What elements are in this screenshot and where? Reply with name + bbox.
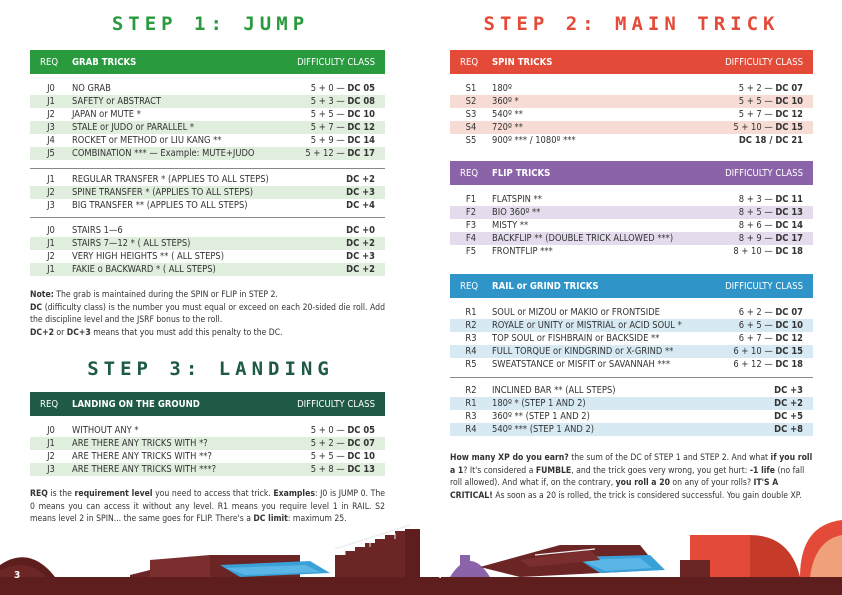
spin-rows — [450, 82, 813, 147]
trick-cell: BACKFLIP ** (DOUBLE TRICK ALLOWED ***) — [492, 233, 674, 244]
req-cell: R1 — [465, 398, 477, 409]
table-row — [450, 82, 813, 95]
req-cell: F3 — [465, 220, 477, 231]
req-cell: J4 — [47, 135, 55, 146]
grab-group-1 — [30, 82, 385, 160]
trick-cell: INCLINED BAR ** (ALL STEPS) — [492, 385, 616, 396]
header-name: LANDING ON THE GROUND — [72, 398, 200, 410]
table-row — [450, 410, 813, 423]
table-row — [450, 134, 813, 147]
trick-cell: ARE THERE ANY TRICKS WITH **? — [72, 451, 212, 462]
header-req: REQ — [460, 280, 479, 292]
life-label: -1 life — [749, 465, 776, 476]
table-row — [30, 424, 385, 437]
header-dc: DIFFICULTY CLASS — [297, 56, 375, 68]
req-cell: J5 — [47, 148, 55, 159]
requirement-label: requirement level — [74, 489, 153, 499]
grab-group-2 — [30, 173, 385, 212]
dc-cell: DC +3 — [774, 385, 803, 396]
trick-cell: ROYALE or UNITY or MISTRIAL or ACID SOUL * — [492, 320, 682, 331]
trick-cell: STALE or JUDO or PARALLEL * — [72, 122, 195, 133]
trick-cell: COMBINATION *** — Example: MUTE+JUDO — [72, 148, 255, 159]
text: (no fall roll allowed). And what if, on the contrary, — [450, 465, 805, 489]
dc-cell: 6 + 7 — DC 12 — [738, 333, 803, 344]
dc-limit-label: DC limit — [253, 514, 288, 525]
req-cell: J2 — [47, 187, 55, 198]
dc-cell: DC +2 — [774, 398, 803, 409]
trick-cell: 180º * (STEP 1 AND 2) — [492, 398, 586, 409]
trick-cell: ARE THERE ANY TRICKS WITH *? — [72, 438, 208, 449]
trick-cell: STAIRS 7—12 * ( ALL STEPS) — [72, 238, 191, 249]
landing-rows — [30, 424, 385, 476]
table-row — [450, 219, 813, 232]
trick-cell: 360º * — [492, 96, 519, 107]
xp-note — [450, 452, 813, 503]
fumble-label: FUMBLE — [535, 465, 572, 476]
header-dc: DIFFICULTY CLASS — [725, 280, 803, 292]
table-row — [450, 206, 813, 219]
dc-cell: 8 + 9 — DC 17 — [738, 233, 803, 244]
table-row — [450, 358, 813, 371]
req-cell: S1 — [465, 83, 477, 94]
page-number-left: 3 — [14, 570, 21, 581]
trick-cell: BIG TRANSFER ** (APPLIES TO ALL STEPS) — [72, 200, 248, 211]
table-row — [450, 345, 813, 358]
spin-table — [450, 50, 813, 147]
text: : maximum 25. — [287, 514, 347, 525]
table-row — [30, 463, 385, 476]
text: the sum of the DC of STEP 1 and STEP 2. And what — [568, 453, 771, 463]
dc-cell: DC 18 / DC 21 — [738, 135, 803, 146]
header-req: REQ — [460, 56, 479, 68]
trick-cell: SWEATSTANCE or MISFIT or SAVANNAH *** — [492, 359, 671, 370]
text: on any of your rolls? — [669, 478, 754, 489]
trick-cell: FULL TORQUE or KINDGRIND or X-GRIND ** — [492, 346, 674, 357]
header-dc: DIFFICULTY CLASS — [297, 398, 375, 410]
rail-modifier-rows — [450, 384, 813, 436]
note-text: The grab is maintained during the SPIN or FLIP in STEP 2. — [53, 290, 278, 300]
dc-text: (difficulty class) is the number you must equal or exceed on each 20-sided die roll. Add the discipline level and the JSRF bonus to the roll. — [30, 302, 385, 326]
dc-cell: DC +4 — [346, 200, 375, 211]
dc-cell: DC +2 — [346, 174, 375, 185]
dc-cell: 5 + 0 — DC 05 — [310, 425, 375, 436]
req-cell: R5 — [465, 359, 477, 370]
header-name: SPIN TRICKS — [492, 56, 553, 68]
examples-label: Examples — [273, 489, 315, 499]
table-row — [450, 332, 813, 345]
trick-cell: SAFETY or ABSTRACT — [72, 96, 162, 107]
req-cell: F1 — [465, 194, 477, 205]
trick-cell: FLATSPIN ** — [492, 194, 542, 205]
dc-cell: 5 + 5 — DC 10 — [310, 451, 375, 462]
rail-rows — [450, 306, 813, 371]
table-row — [450, 232, 813, 245]
header-name: GRAB TRICKS — [72, 56, 137, 68]
req-cell: J3 — [47, 122, 55, 133]
header-req: REQ — [40, 56, 59, 68]
trick-cell: 540º ** — [492, 109, 523, 120]
table-row — [450, 193, 813, 206]
req-cell: R3 — [465, 411, 477, 422]
table-row — [450, 245, 813, 258]
header-name: RAIL or GRIND TRICKS — [492, 280, 599, 292]
dc-cell: 8 + 10 — DC 18 — [733, 246, 803, 257]
req-cell: F4 — [465, 233, 477, 244]
xp-question: How many XP do you earn? — [450, 453, 569, 463]
table-row — [30, 186, 385, 199]
trick-cell: ROCKET or METHOD or LIU KANG ** — [72, 135, 222, 146]
dc-cell: 5 + 8 — DC 13 — [310, 464, 375, 475]
req-cell: S2 — [465, 96, 477, 107]
req-cell: J1 — [47, 174, 55, 185]
note-label: Note: — [30, 290, 54, 300]
req-cell: J2 — [47, 109, 55, 120]
trick-cell: BIO 360º ** — [492, 207, 541, 218]
dc-cell: 5 + 0 — DC 05 — [310, 83, 375, 94]
landing-header — [30, 392, 385, 416]
table-row — [30, 437, 385, 450]
text: As soon as a 20 is rolled, the trick is considered successful. You gain double XP. — [492, 491, 802, 502]
trick-cell: TOP SOUL or FISHBRAIN or BACKSIDE ** — [492, 333, 660, 344]
dc-cell: DC +0 — [346, 225, 375, 236]
dc-cell: 5 + 2 — DC 07 — [310, 438, 375, 449]
req-cell: F2 — [465, 207, 477, 218]
table-row — [30, 250, 385, 263]
req-cell: S5 — [465, 135, 477, 146]
text: you need to access that trick. — [152, 489, 274, 499]
trick-cell: SOUL or MIZOU or MAKIO or FRONTSIDE — [492, 307, 660, 318]
dc-cell: 8 + 3 — DC 11 — [738, 194, 803, 205]
trick-cell: STAIRS 1—6 — [72, 225, 123, 236]
req-cell: R2 — [465, 385, 477, 396]
dc-cell: 5 + 5 — DC 10 — [310, 109, 375, 120]
trick-cell: 540º *** (STEP 1 AND 2) — [492, 424, 595, 435]
roll20-label: you roll a 20 — [615, 478, 670, 489]
req-cell: R3 — [465, 333, 477, 344]
dc-cell: 6 + 10 — DC 15 — [733, 346, 803, 357]
trick-cell: SPINE TRANSFER * (APPLIES TO ALL STEPS) — [72, 187, 254, 198]
flip-rows — [450, 193, 813, 258]
skatepark-illustration — [0, 515, 842, 595]
page-number-right: 4 — [436, 570, 443, 581]
header-dc: DIFFICULTY CLASS — [725, 167, 803, 179]
dc3-label: DC+3 — [66, 328, 91, 339]
dc-cell: 6 + 2 — DC 07 — [738, 307, 803, 318]
header-req: REQ — [40, 398, 59, 410]
trick-cell: JAPAN or MUTE * — [72, 109, 141, 120]
header-name: FLIP TRICKS — [492, 167, 551, 179]
table-row — [30, 134, 385, 147]
table-row — [450, 423, 813, 436]
dc-cell: 5 + 7 — DC 12 — [738, 109, 803, 120]
table-row — [450, 384, 813, 397]
flip-header — [450, 161, 813, 185]
dc-cell: 8 + 6 — DC 14 — [738, 220, 803, 231]
table-row — [30, 263, 385, 276]
req-cell: J0 — [47, 83, 55, 94]
header-dc: DIFFICULTY CLASS — [725, 56, 803, 68]
trick-cell: FAKIE o BACKWARD * ( ALL STEPS) — [72, 264, 216, 275]
dc-cell: DC +5 — [774, 411, 803, 422]
table-row — [30, 147, 385, 160]
dc-cell: 6 + 12 — DC 18 — [733, 359, 803, 370]
step2-title: STEP 2: MAIN TRICK — [483, 13, 780, 35]
grab-tricks-table — [30, 50, 385, 276]
text: is the — [47, 489, 75, 499]
req-cell: J2 — [47, 251, 55, 262]
trick-cell: MISTY ** — [492, 220, 529, 231]
trick-cell: WITHOUT ANY * — [72, 425, 139, 436]
table-row — [30, 450, 385, 463]
table-row — [450, 306, 813, 319]
table-row — [450, 397, 813, 410]
dc2-label: DC+2 — [30, 328, 54, 339]
req-cell: J3 — [47, 464, 55, 475]
table-row — [450, 319, 813, 332]
dc-cell: 5 + 10 — DC 15 — [733, 122, 803, 133]
table-row — [30, 121, 385, 134]
trick-cell: NO GRAB — [72, 83, 111, 94]
dc-cell: 5 + 12 — DC 17 — [305, 148, 375, 159]
penalty-text: means that you must add this penalty to the DC. — [90, 328, 283, 339]
header-req: REQ — [460, 167, 479, 179]
dc-cell: 5 + 3 — DC 08 — [310, 96, 375, 107]
req-cell: S3 — [465, 109, 477, 120]
table-row — [450, 108, 813, 121]
req-cell: J1 — [47, 238, 55, 249]
req-cell: J3 — [47, 200, 55, 211]
critical-label: IT'S A CRITICAL! — [450, 478, 779, 502]
req-cell: R4 — [465, 424, 477, 435]
table-row — [450, 121, 813, 134]
right-page — [421, 0, 842, 595]
step1-note — [30, 289, 385, 340]
table-row — [30, 237, 385, 250]
step1-title: STEP 1: JUMP — [111, 13, 310, 35]
req-cell: S4 — [465, 122, 477, 133]
dc-cell: 6 + 5 — DC 10 — [738, 320, 803, 331]
text: : J0 is JUMP 0. The 0 means you can access it without any level. R1 means you require level 1 in RAIL. S2 means level 2 in SPIN... the same goes for FLIP. There's a — [30, 489, 385, 525]
req-cell: J1 — [47, 264, 55, 275]
dc-cell: DC +3 — [346, 187, 375, 198]
step3-title: STEP 3: LANDING — [87, 358, 334, 380]
req-cell: J1 — [47, 438, 55, 449]
table-row — [30, 82, 385, 95]
or-text: or — [53, 328, 67, 339]
trick-cell: REGULAR TRANSFER * (APPLIES TO ALL STEPS) — [72, 174, 269, 185]
rail-table — [450, 274, 813, 436]
table-row — [30, 95, 385, 108]
dc-cell: 5 + 7 — DC 12 — [310, 122, 375, 133]
req-cell: J0 — [47, 225, 55, 236]
landing-table — [30, 392, 385, 476]
trick-cell: FRONTFLIP *** — [492, 246, 553, 257]
dc-cell: DC +3 — [346, 251, 375, 262]
trick-cell: ARE THERE ANY TRICKS WITH ***? — [72, 464, 217, 475]
table-row — [450, 95, 813, 108]
req-label: REQ — [30, 489, 48, 499]
rail-header — [450, 274, 813, 298]
req-cell: R2 — [465, 320, 477, 331]
trick-cell: 360º ** (STEP 1 AND 2) — [492, 411, 590, 422]
req-cell: R4 — [465, 346, 477, 357]
trick-cell: 900º *** / 1080º *** — [492, 135, 576, 146]
trick-cell: 180º — [492, 83, 512, 94]
table-row — [30, 173, 385, 186]
text: , and the trick goes very wrong, you get hurt: — [571, 465, 750, 476]
table-row — [30, 199, 385, 212]
table-row — [30, 108, 385, 121]
grab-group-3 — [30, 224, 385, 276]
dc-cell: DC +2 — [346, 238, 375, 249]
dc-cell: DC +8 — [774, 424, 803, 435]
text: ? It's considered a — [463, 465, 536, 476]
dc-cell: 8 + 5 — DC 13 — [738, 207, 803, 218]
dc-cell: 5 + 2 — DC 07 — [738, 83, 803, 94]
req-cell: J2 — [47, 451, 55, 462]
roll1-label: if you roll a 1 — [450, 453, 813, 476]
req-cell: J0 — [47, 425, 55, 436]
req-cell: F5 — [465, 246, 477, 257]
trick-cell: 720º ** — [492, 122, 523, 133]
req-cell: J1 — [47, 96, 55, 107]
grab-tricks-header — [30, 50, 385, 74]
dc-cell: 5 + 9 — DC 14 — [310, 135, 375, 146]
flip-table — [450, 161, 813, 258]
dc-label: DC — [30, 302, 43, 313]
spin-header — [450, 50, 813, 74]
dc-cell: 5 + 5 — DC 10 — [738, 96, 803, 107]
req-cell: R1 — [465, 307, 477, 318]
dc-cell: DC +2 — [346, 264, 375, 275]
trick-cell: VERY HIGH HEIGHTS ** ( ALL STEPS) — [72, 251, 225, 262]
table-row — [30, 224, 385, 237]
